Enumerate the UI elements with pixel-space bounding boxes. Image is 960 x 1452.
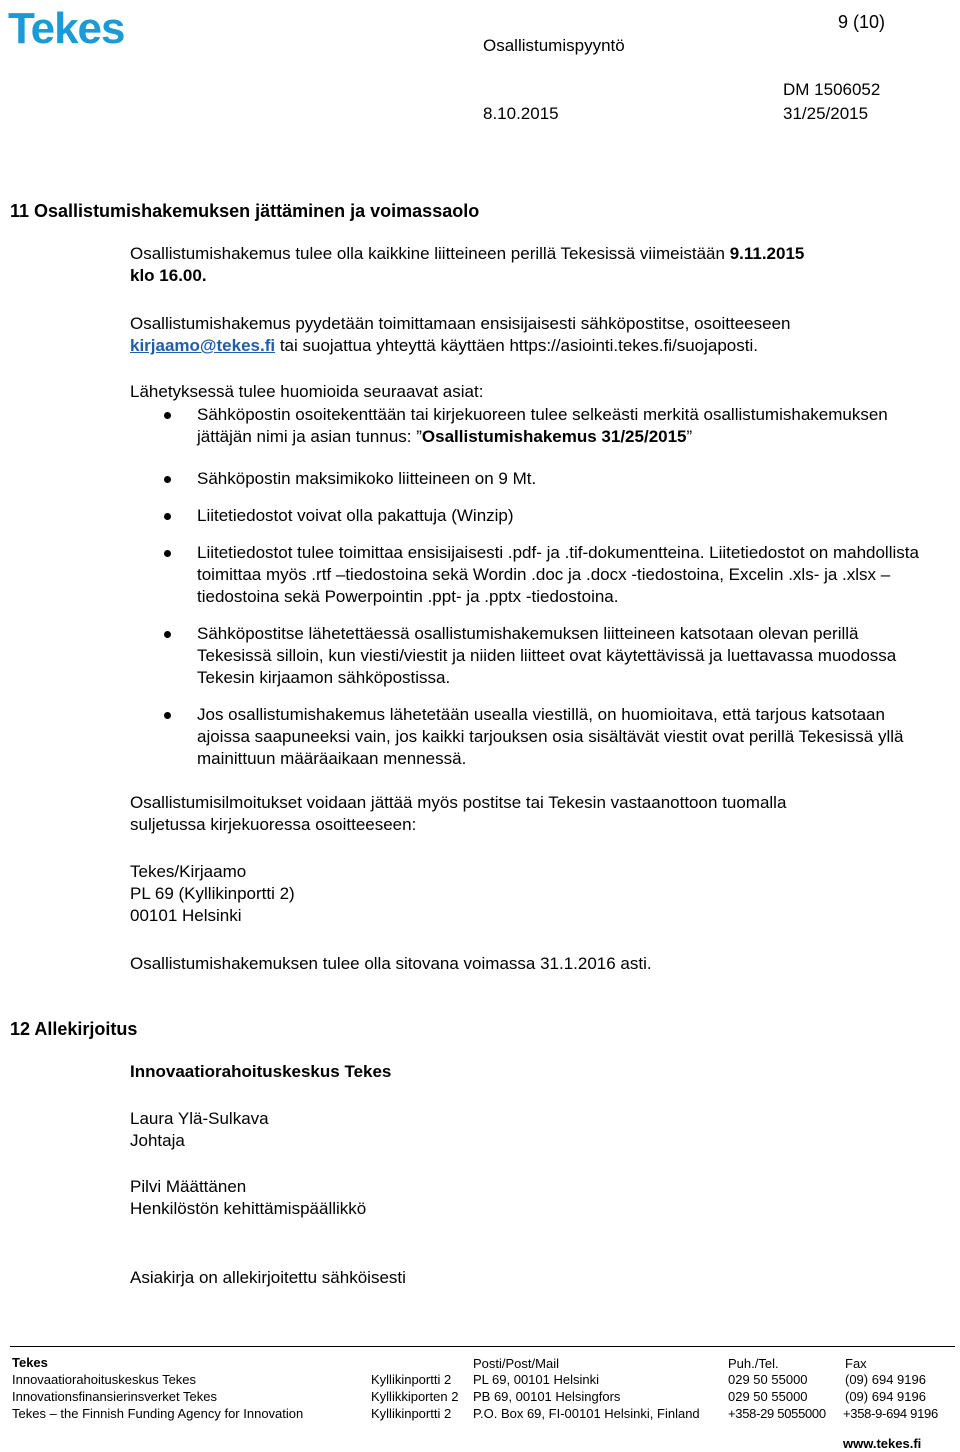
footer-tel-sv: 029 50 55000: [728, 1389, 808, 1404]
signing-organization: Innovaatiorahoituskeskus Tekes: [130, 1062, 392, 1081]
deadline-text: Osallistumishakemus tulee olla kaikkine liitteineen perillä Tekesissä viimeistään: [130, 244, 730, 263]
footer-header-org: Tekes: [12, 1355, 48, 1370]
validity-paragraph: Osallistumishakemuksen tulee olla sitovana voimassa 31.1.2016 asti.: [130, 954, 652, 973]
bullet-icon: [164, 550, 171, 557]
page-number: 9 (10): [838, 12, 886, 32]
dm-number: DM 1506052: [783, 80, 881, 99]
list-item-text: Sähköpostin osoitekenttään tai kirjekuoreen tulee selkeästi merkitä osallistumishakemuksen jättäjän nimi ja asian tunnus: ”: [197, 405, 888, 446]
footer-header-fax: Fax: [845, 1356, 867, 1371]
footer-street-fi: Kyllikinportti 2: [371, 1372, 452, 1387]
submission-paragraph-line1: Osallistumishakemus pyydetään toimittamaan ensisijaisesti sähköpostitse, osoitteeseen: [130, 314, 791, 333]
footer-tel-en: +358-29 5055000: [728, 1406, 826, 1421]
list-item: [160, 623, 920, 689]
list-item-bold: Osallistumishakemus 31/25/2015: [421, 427, 687, 446]
bullet-icon: [164, 631, 171, 638]
document-type: Osallistumispyyntö: [483, 36, 625, 55]
footer-website-link[interactable]: www.tekes.fi: [843, 1436, 922, 1451]
footer-org-fi: Innovaatiorahoituskeskus Tekes: [12, 1372, 197, 1387]
footer-mail-fi: PL 69, 00101 Helsinki: [473, 1372, 599, 1387]
list-item: [160, 404, 920, 448]
email-link[interactable]: kirjaamo@tekes.fi: [130, 336, 276, 355]
list-item-text: Sähköpostitse lähetettäessä osallistumishakemuksen liitteineen katsotaan olevan perillä Tekesissä silloin, kun viesti/viestit ja niiden liitteet ovat käytettävissä ja luettavassa muodossa Tekesin kirjaamon sähköpostissa.: [197, 624, 897, 687]
postal-paragraph-line2: suljetussa kirjekuoressa osoitteeseen:: [130, 815, 417, 834]
footer-header-mail: Posti/Post/Mail: [473, 1356, 559, 1371]
section-12-title: 12 Allekirjoitus: [10, 1019, 138, 1039]
list-item: [160, 505, 920, 527]
list-item: [160, 468, 920, 490]
deadline-time: klo 16.00.: [130, 266, 207, 285]
footer-fax-sv: (09) 694 9196: [845, 1389, 926, 1404]
list-item-text: Jos osallistumishakemus lähetetään usealla viestillä, on huomioitava, että tarjous katsotaan ajoissa saapuneeksi vain, jos kaikki tarjouksen osia sisältävät viestit ovat perillä Tekesissä yllä mainittuun määräaikaan mennessä.: [197, 705, 904, 768]
considerations-list: [160, 404, 920, 770]
bullet-icon: [164, 513, 171, 520]
footer-fax-fi: (09) 694 9196: [845, 1372, 926, 1387]
footer-mail-en: P.O. Box 69, FI-00101 Helsinki, Finland: [473, 1406, 700, 1421]
address-line-1: Tekes/Kirjaamo: [130, 862, 247, 881]
tekes-logo: Tekes: [8, 4, 125, 53]
address-line-2: PL 69 (Kyllikinportti 2): [130, 884, 295, 903]
list-item-text: Liitetiedostot voivat olla pakattuja (Winzip): [197, 506, 514, 525]
bullet-icon: [164, 476, 171, 483]
footer-divider: [10, 1346, 955, 1347]
reference-number: 31/25/2015: [783, 104, 869, 123]
postal-paragraph-line1: Osallistumisilmoitukset voidaan jättää myös postitse tai Tekesin vastaanottoon tuomalla: [130, 793, 787, 812]
list-item-text: Liitetiedostot tulee toimittaa ensisijaisesti .pdf- ja .tif-dokumentteina. Liitetiedostot on mahdollista toimittaa myös .rtf –tiedostoina sekä Wordin .doc ja .docx -tiedostoina, Excelin .xls- ja .xlsx –tiedostoina sekä Powerpointin .ppt- ja .pptx -tiedostoina.: [197, 543, 919, 606]
footer-mail-sv: PB 69, 00101 Helsingfors: [473, 1389, 621, 1404]
footer-street-en: Kyllikinportti 2: [371, 1406, 452, 1421]
footer-tel-fi: 029 50 55000: [728, 1372, 808, 1387]
list-item: [160, 704, 920, 770]
signer-2-title: Henkilöstön kehittämispäällikkö: [130, 1199, 367, 1218]
list-item-text: Sähköpostin maksimikoko liitteineen on 9 Mt.: [197, 469, 537, 488]
footer-org-en: Tekes – the Finnish Funding Agency for Innovation: [12, 1406, 304, 1421]
signer-1-title: Johtaja: [130, 1131, 185, 1150]
submission-paragraph-line2: [130, 335, 758, 357]
list-item: [160, 542, 920, 608]
document-date: 8.10.2015: [483, 104, 559, 123]
signer-2-name: Pilvi Määttänen: [130, 1177, 247, 1196]
footer-org-sv: Innovationsfinansierinsverket Tekes: [12, 1389, 217, 1404]
section-11-title: 11 Osallistumishakemuksen jättäminen ja voimassaolo: [10, 201, 480, 221]
bullet-icon: [164, 412, 171, 419]
deadline-date: 9.11.2015: [729, 244, 805, 263]
footer-fax-en: +358-9-694 9196: [843, 1406, 938, 1421]
address-line-3: 00101 Helsinki: [130, 906, 242, 925]
deadline-paragraph: [130, 243, 804, 265]
bullet-icon: [164, 712, 171, 719]
signer-1-name: Laura Ylä-Sulkava: [130, 1109, 269, 1128]
list-item-end: ”: [686, 427, 693, 446]
footer-header-tel: Puh./Tel.: [728, 1356, 779, 1371]
submission-rest: tai suojattua yhteyttä käyttäen https://asiointi.tekes.fi/suojaposti.: [275, 336, 758, 355]
electronic-signature-note: Asiakirja on allekirjoitettu sähköisesti: [130, 1268, 406, 1287]
footer-street-sv: Kyllikkiporten 2: [371, 1389, 459, 1404]
considerations-intro: Lähetyksessä tulee huomioida seuraavat asiat:: [130, 382, 484, 401]
